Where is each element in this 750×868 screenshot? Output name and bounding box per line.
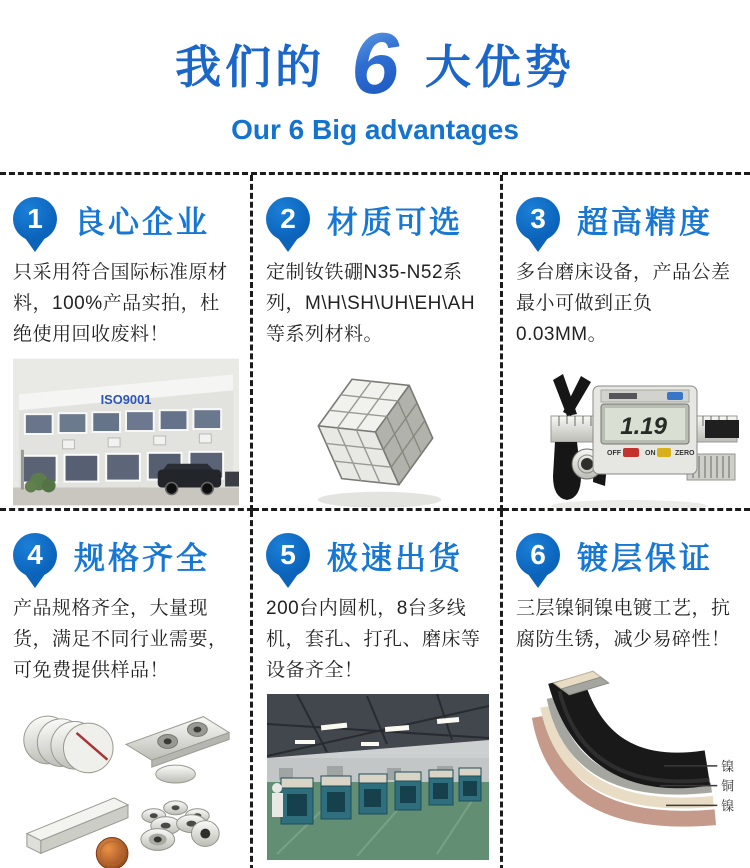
svg-text:镍: 镍 — [721, 797, 735, 813]
number-pin-badge-3: 3 — [516, 197, 560, 241]
svg-text:ZERO: ZERO — [674, 450, 694, 458]
title-left: 我们的 — [175, 41, 326, 93]
section-3-header — [516, 193, 739, 245]
advantage-cell-6 — [503, 511, 750, 868]
digital-caliper-photo — [517, 358, 739, 511]
factory-banner-text: ISO9001 — [100, 392, 152, 408]
svg-text:镍: 镍 — [721, 758, 735, 774]
section-6-title: 镀层保证 — [577, 540, 713, 576]
title-right: 大优势 — [424, 41, 575, 93]
section-2-header — [266, 193, 489, 245]
number-pin-badge-5: 5 — [266, 533, 310, 577]
section-5-title: 极速出货 — [327, 540, 463, 576]
factory-building-photo — [13, 358, 239, 506]
section-3-description: 多台磨床设备，产品公差最小可做到正负0.03MM。 — [516, 262, 731, 345]
section-1-title: 良心企业 — [74, 204, 210, 240]
section-1-description: 只采用符合国际标准原材料，100%产品实拍，杜绝使用回收废料！ — [13, 262, 228, 345]
section-2-title: 材质可选 — [327, 204, 463, 240]
caliper-rod — [705, 420, 739, 438]
advantage-cell-2 — [253, 175, 503, 511]
section-4-title: 规格齐全 — [74, 540, 210, 576]
section-5-header — [266, 529, 489, 581]
advantages-grid — [0, 172, 750, 868]
section-6-description: 三层镍铜镍电镀工艺，抗腐防生锈，减少易碎性！ — [516, 598, 731, 650]
section-3-image-wrap — [516, 358, 739, 511]
magnet-products-photo — [13, 694, 239, 868]
section-6-image-wrap — [516, 664, 739, 856]
title-number-6: 6 — [341, 21, 409, 107]
caliper-buttons — [607, 448, 695, 457]
number-pin-badge-4: 4 — [13, 533, 57, 577]
magnet-cube-photo — [266, 358, 489, 511]
section-4-image-wrap — [13, 694, 239, 868]
section-2-description: 定制钕铁硼N35-N52系列，M\H\SH\UH\EH\AH等系列材料。 — [266, 262, 476, 345]
factory-pole — [21, 450, 24, 490]
number-pin-badge-1: 1 — [13, 197, 57, 241]
page-title — [0, 16, 750, 112]
page-subtitle: Our 6 Big advantages — [231, 114, 519, 145]
svg-text:ON: ON — [644, 450, 655, 458]
section-4-header — [13, 529, 239, 581]
number-pin-badge-6: 6 — [516, 533, 560, 577]
section-3-title: 超高精度 — [577, 204, 713, 240]
svg-text:OFF: OFF — [606, 450, 621, 458]
section-1-image-wrap — [13, 358, 239, 506]
workshop-machines-photo — [267, 694, 489, 860]
advantage-cell-5 — [253, 511, 503, 868]
cube-shadow — [318, 492, 441, 508]
section-5-description: 200台内圆机，8台多线机，套孔、打孔、磨床等设备齐全！ — [266, 598, 481, 681]
section-6-header — [516, 529, 739, 581]
section-4-description: 产品规格齐全，大量现货，满足不同行业需要，可免费提供样品！ — [13, 598, 228, 681]
advantage-cell-1 — [0, 175, 253, 511]
advantage-cell-4 — [0, 511, 253, 868]
section-5-image-wrap — [266, 694, 489, 860]
worker-figure — [272, 783, 283, 817]
section-2-image-wrap — [266, 358, 489, 511]
advantage-cell-3 — [503, 175, 750, 511]
caliper-lcd-value: 1.19 — [619, 413, 667, 441]
svg-text:铜: 铜 — [721, 778, 735, 794]
coating-layers-diagram — [516, 664, 739, 856]
page-header — [0, 0, 750, 146]
section-1-header — [13, 193, 239, 245]
number-pin-badge-2: 2 — [266, 197, 310, 241]
